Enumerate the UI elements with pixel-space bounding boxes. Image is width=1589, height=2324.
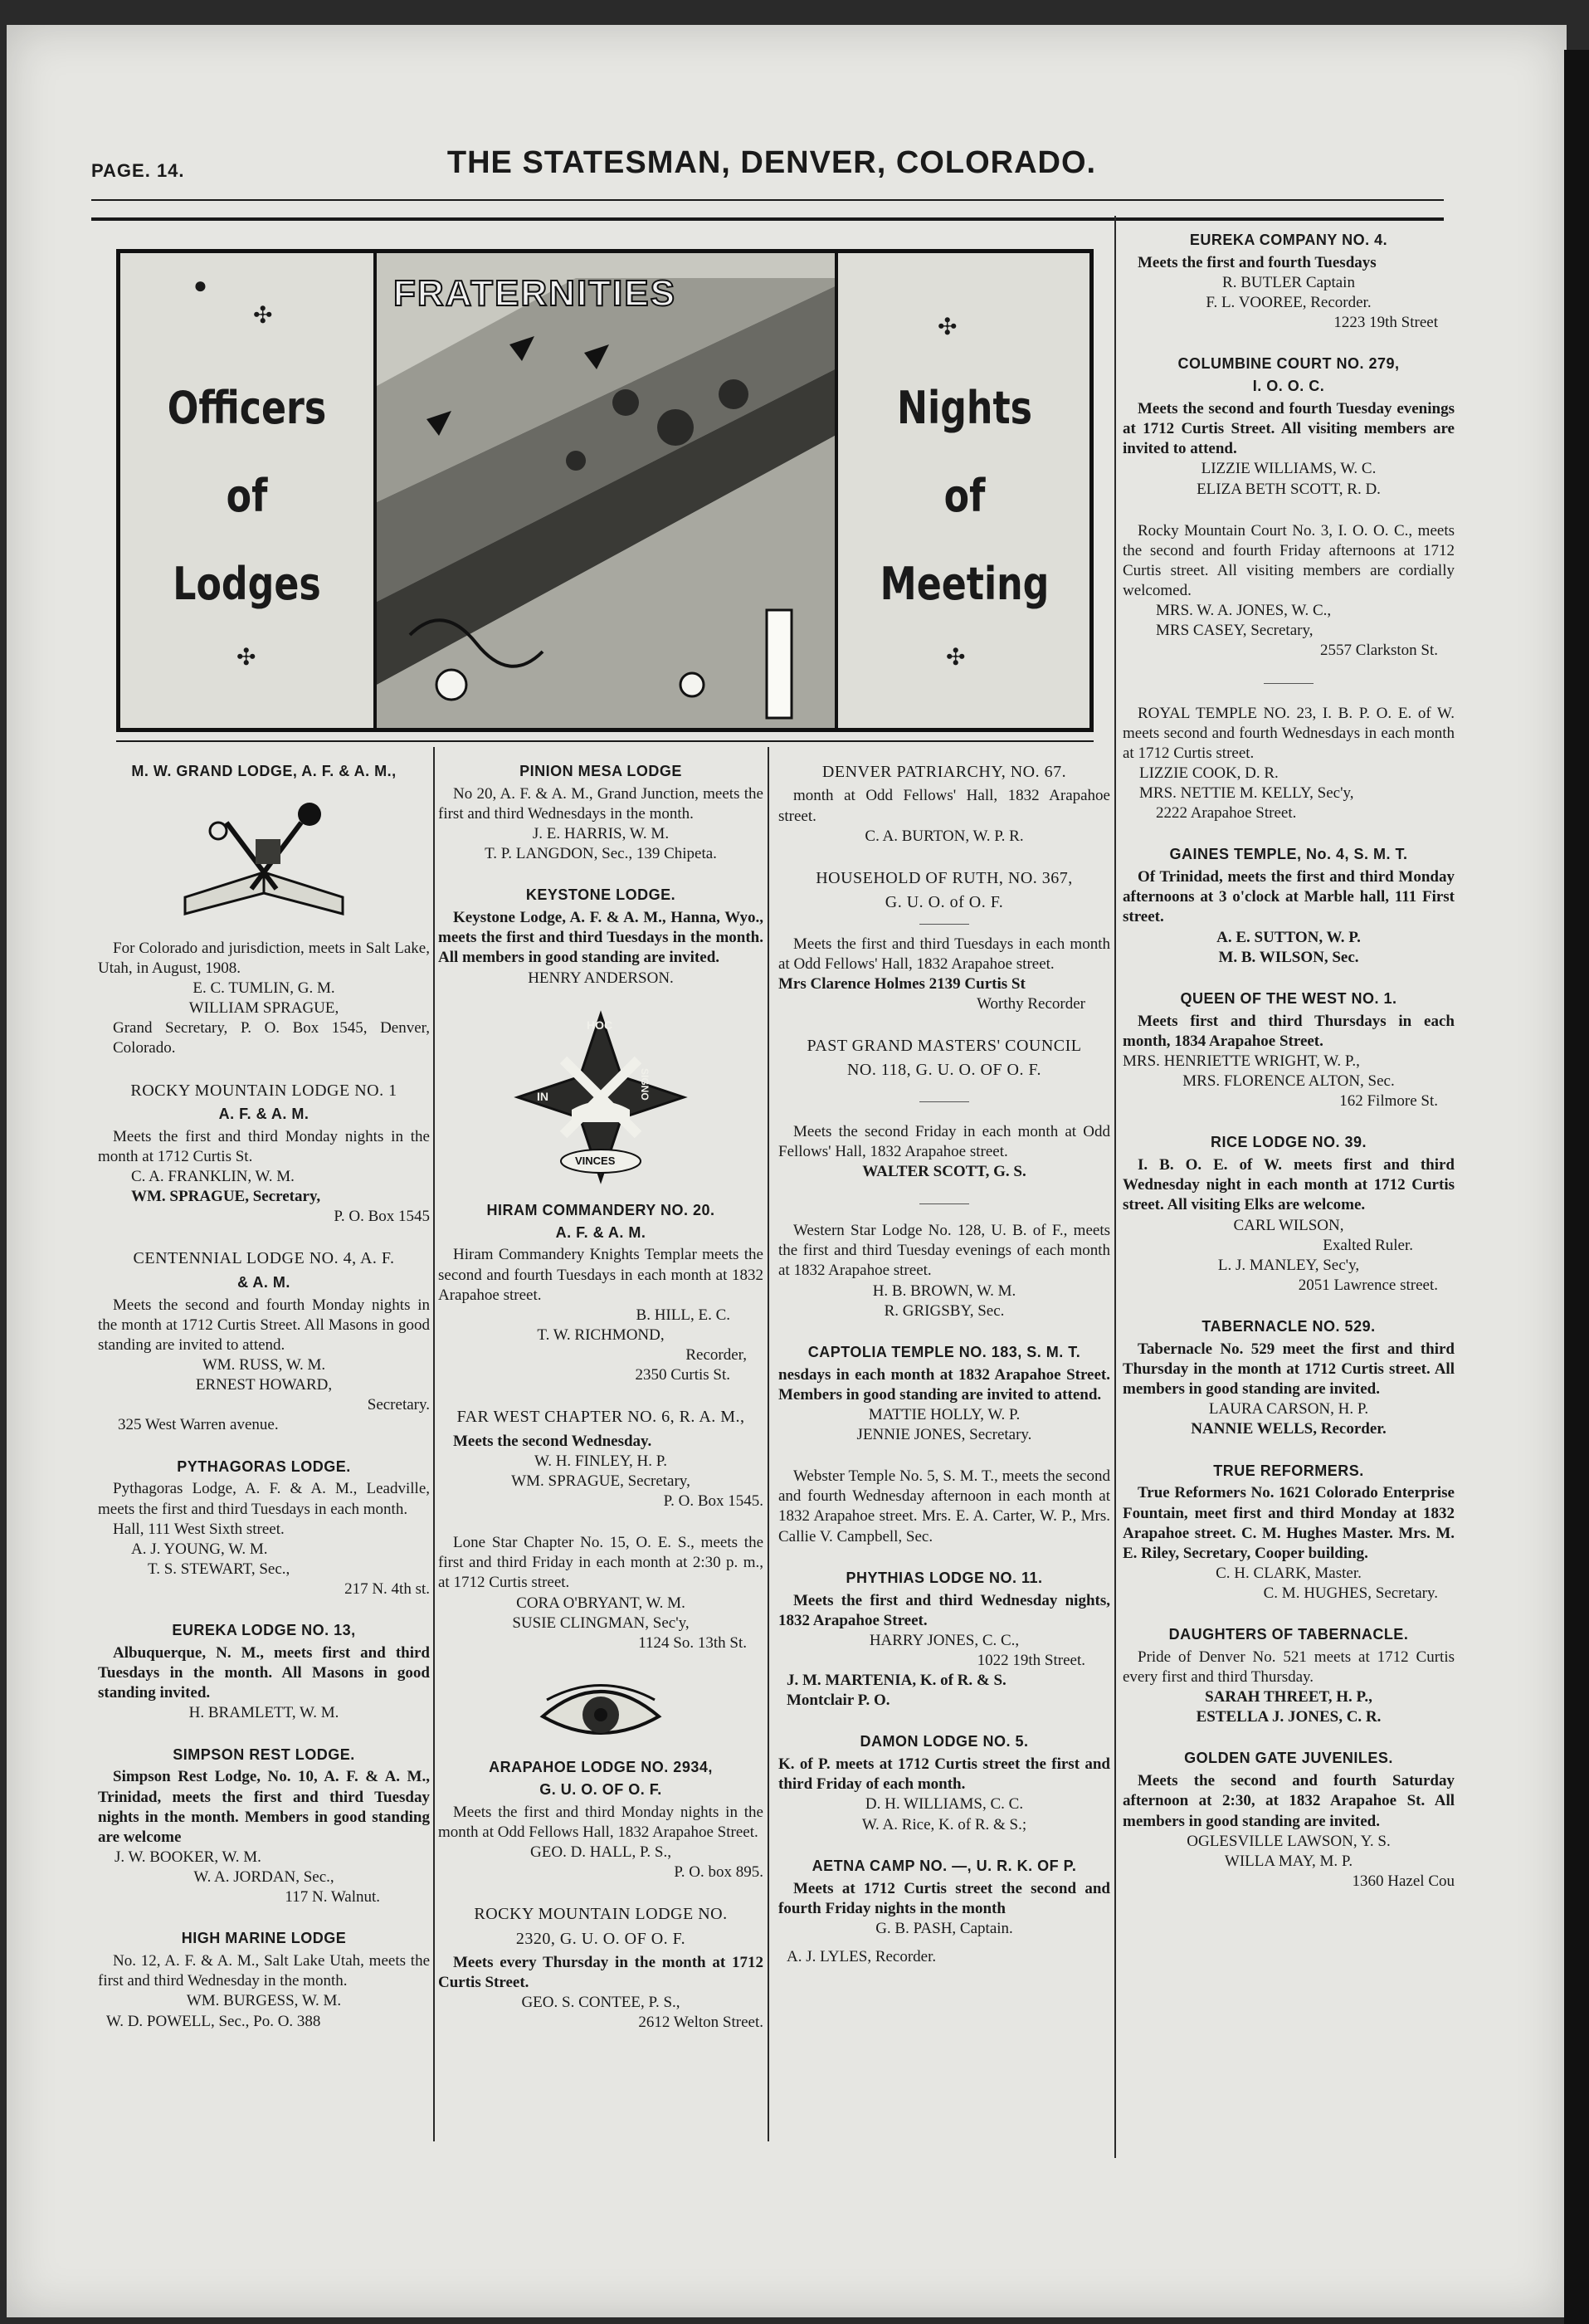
notice-title: ARAPAHOE LODGE NO. 2934,: [489, 1758, 713, 1775]
banner-word: Nights: [896, 382, 1032, 434]
officer-line: 2350 Curtis St.: [635, 1366, 730, 1384]
notice-queen-of-the-west: [1123, 989, 1455, 1111]
officer-line: WILLIAM SPRAGUE,: [188, 999, 339, 1018]
column-rule: [433, 747, 435, 2141]
notice-subtitle: I. O. O. C.: [1252, 378, 1325, 395]
notice-text: Meets the second and fourth Saturday afternoon at 2:30, at 1832 Arapahoe St. All members in good standing are invited.: [1123, 1772, 1455, 1830]
officer-line: L. J. MANLEY, Sec'y,: [1217, 1256, 1360, 1274]
notice-text: Hiram Commandery Knights Templar meets the second and fourth Tuesdays in each month at 1832 Arapahoe street.: [438, 1246, 763, 1304]
notice-rocky-mountain-court: [1123, 521, 1455, 662]
notice-rocky-mountain-lodge: [98, 1081, 430, 1228]
notice-rice-lodge: [1123, 1133, 1455, 1296]
officer-line: ELIZA BETH SCOTT, R. D.: [1197, 480, 1381, 498]
officer-line: Mrs Clarence Holmes 2139 Curtis St: [778, 974, 1026, 993]
notice-title: COLUMBINE COURT NO. 279,: [1177, 355, 1400, 373]
officer-line: WALTER SCOTT, G. S.: [862, 1163, 1026, 1181]
emblem-word: HOC: [587, 1018, 613, 1032]
officer-line: F. L. VOOREE, Recorder.: [1206, 294, 1372, 312]
notice-text: Albuquerque, N. M., meets first and third Tuesdays in the month. All Masons in good standing invited.: [98, 1644, 430, 1702]
officer-line: HARRY JONES, C. C.,: [869, 1631, 1020, 1649]
column-1: [98, 762, 430, 2053]
masthead: THE STATESMAN, DENVER, COLORADO.: [446, 145, 1097, 180]
officer-line: MRS. FLORENCE ALTON, Sec.: [1182, 1072, 1395, 1091]
officer-line: D. H. WILLIAMS, C. C.: [865, 1795, 1024, 1814]
notice-title: FAR WEST CHAPTER NO. 6, R. A. M.,: [456, 1408, 745, 1427]
illustration-art: [377, 253, 835, 728]
notice-title: PAST GRAND MASTERS' COUNCIL: [807, 1037, 1082, 1056]
notice-text: nesdays in each month at 1832 Arapahoe Street. Members in good standing are invited to attend.: [778, 1365, 1110, 1404]
ornament-icon: ✣: [236, 645, 256, 671]
officer-line: LIZZIE COOK, D. R.: [1139, 764, 1279, 782]
notice-subtitle: A. F. & A. M.: [218, 1106, 310, 1122]
notice-text: Meets the first and third Tuesdays in each month at Odd Fellows' Hall, 1832 Arapahoe street.: [778, 935, 1110, 973]
notice-title: DENVER PATRIARCHY, NO. 67.: [821, 763, 1067, 781]
notice-subtitle: & A. M.: [237, 1273, 290, 1291]
officer-line: 1124 So. 13th St.: [638, 1633, 747, 1652]
notice-title: DAUGHTERS OF TABERNACLE.: [1168, 1626, 1409, 1643]
page-header: [91, 145, 1452, 195]
officer-line: 325 West Warren avenue.: [118, 1416, 279, 1434]
officer-line: WM. RUSS, W. M.: [202, 1356, 326, 1374]
officer-line: C. A. FRANKLIN, W. M.: [131, 1168, 295, 1186]
officer-line: T. P. LANGDON, Sec., 139 Chipeta.: [485, 845, 717, 863]
officer-line: A. E. SUTTON, W. P.: [1216, 928, 1361, 946]
officer-line: SARAH THREET, H. P.,: [1205, 1688, 1372, 1706]
notice-subtitle: G. U. O. OF O. F.: [539, 1780, 662, 1798]
officer-line: C. A. BURTON, W. P. R.: [865, 827, 1024, 845]
column-rule: [768, 747, 769, 2141]
notice-eureka-company: [1123, 231, 1455, 333]
notice-text: Pythagoras Lodge, A. F. & A. M., Leadville, meets the first and third Tuesdays in each month.: [98, 1480, 430, 1518]
notice-text: Meets the second Wednesday.: [453, 1432, 652, 1450]
notice-simpson-rest-lodge: [98, 1745, 430, 1908]
notice-household-of-ruth: [778, 868, 1110, 1014]
notice-text: Meets the first and third Wednesday nights, 1832 Arapahoe Street.: [778, 1591, 1110, 1629]
notice-text: month at Odd Fellows' Hall, 1832 Arapahoe street.: [778, 787, 1110, 825]
notice-title: M. W. GRAND LODGE, A. F. & A. M.,: [131, 763, 397, 779]
notice-text: Meets the second and fourth Tuesday evenings at 1712 Curtis Street. All visiting members are invited to attend.: [1123, 400, 1455, 458]
officer-line: MATTIE HOLLY, W. P.: [868, 1405, 1021, 1423]
officer-line: R. GRIGSBY, Sec.: [884, 1301, 1005, 1320]
banner-word: of: [943, 470, 986, 522]
column-2: [438, 762, 763, 2054]
notice-eureka-lodge: [98, 1621, 430, 1723]
notice-title: PYTHAGORAS LODGE.: [177, 1457, 351, 1475]
notice-text: Keystone Lodge, A. F. & A. M., Hanna, Wyo., meets the first and third Tuesdays in the month. All members in good standing are invited.: [438, 909, 763, 967]
notice-text: Meets at 1712 Curtis street the second and fourth Friday nights in the month: [778, 1879, 1110, 1917]
notice-title: HIRAM COMMANDERY NO. 20.: [486, 1201, 715, 1218]
officer-line: GEO. D. HALL, P. S.,: [530, 1843, 671, 1861]
officer-line: ESTELLA J. JONES, C. R.: [1196, 1708, 1382, 1726]
notice-title: HIGH MARINE LODGE: [181, 1930, 347, 1947]
scan-edge: [1564, 50, 1589, 2324]
notice-golden-gate-juveniles: [1123, 1749, 1455, 1892]
notice-text: I. B. O. E. of W. meets first and third Wednesday night in each month at 1712 Curtis street. All visiting Elks are welcome.: [1123, 1156, 1455, 1214]
notice-title: DAMON LODGE NO. 5.: [860, 1733, 1029, 1750]
officer-line: 117 N. Walnut.: [285, 1888, 380, 1907]
banner-word: Lodges: [173, 558, 321, 610]
officer-line: SUSIE CLINGMAN, Sec'y,: [512, 1614, 690, 1632]
officer-line: Exalted Ruler.: [1323, 1236, 1413, 1254]
notice-phythias-lodge: [778, 1569, 1110, 1711]
officer-line: P. O. Box 1545.: [663, 1492, 763, 1511]
notice-title: GOLDEN GATE JUVENILES.: [1184, 1750, 1393, 1767]
officer-line: 1022 19th Street.: [977, 1651, 1085, 1669]
officer-line: MRS. NETTIE M. KELLY, Sec'y,: [1139, 784, 1354, 803]
bible-square-compass-icon: [168, 789, 359, 930]
officer-line: T. S. STEWART, Sec.,: [148, 1560, 290, 1578]
column-rule: [1114, 216, 1116, 2158]
emblem-word: VINCES: [575, 1154, 616, 1167]
notice-gaines-temple: [1123, 845, 1455, 967]
fraternities-illustration: [373, 253, 838, 728]
notice-title: ROCKY MOUNTAIN LODGE NO. 1: [130, 1081, 397, 1100]
notice-hiram-commandery: [438, 1201, 763, 1386]
officer-line: MRS CASEY, Secretary,: [1156, 622, 1314, 640]
notice-text: Meets the first and third Monday nights in the month at Odd Fellows Hall, 1832 Arapahoe Street.: [438, 1803, 763, 1841]
officer-line: P. O. box 895.: [674, 1863, 763, 1882]
officer-line: WM. BURGESS, W. M.: [186, 1992, 342, 2010]
notice-aetna-camp: [778, 1857, 1110, 1967]
notice-text: True Reformers No. 1621 Colorado Enterprise Fountain, meet first and third Monday at 1832 Arapahoe street. C. M. Hughes Master. Mrs. M. E. Riley, Secretary, Cooper building.: [1123, 1484, 1455, 1562]
ornament-icon: ✣: [938, 315, 958, 340]
officer-line: Worthy Recorder: [977, 994, 1085, 1013]
officer-line: WILLA MAY, M. P.: [1224, 1852, 1353, 1870]
notice-title: KEYSTONE LODGE.: [525, 886, 676, 904]
officer-line: MRS. HENRIETTE WRIGHT, W. P.,: [1123, 1052, 1360, 1070]
notice-subtitle: 2320, G. U. O. OF O. F.: [515, 1929, 686, 1948]
officer-line: LIZZIE WILLIAMS, W. C.: [1201, 460, 1377, 478]
notice-text: Meets the second and fourth Monday nights in the month at 1712 Curtis Street. All Masons in good standing are invited to attend.: [98, 1296, 430, 1354]
notice-text: No 20, A. F. & A. M., Grand Junction, meets the first and third Wednesdays in the month.: [438, 784, 763, 823]
notice-text: Hall, 111 West Sixth street.: [113, 1520, 285, 1538]
banner-word: of: [226, 470, 268, 522]
officer-line: T. W. RICHMOND,: [537, 1326, 665, 1344]
notice-text: Tabernacle No. 529 meet the first and third Thursday in the month at 1712 Curtis street. All members in good standing are invited.: [1123, 1340, 1455, 1399]
eye-icon: [539, 1675, 663, 1750]
banner-right-panel: [838, 253, 1091, 728]
officer-line: CORA O'BRYANT, W. M.: [516, 1594, 685, 1612]
notice-damon-lodge: [778, 1732, 1110, 1834]
notice-text: Meets the first and fourth Tuesdays: [1138, 253, 1377, 271]
notice-text: Pride of Denver No. 521 meets at 1712 Curtis every first and third Thursday.: [1123, 1648, 1455, 1687]
notice-past-grand-masters: [778, 1036, 1110, 1182]
officer-line: WM. SPRAGUE, Secretary,: [131, 1188, 321, 1206]
notice-title: SIMPSON REST LODGE.: [173, 1745, 355, 1763]
notice-columbine-court: [1123, 354, 1455, 499]
officer-line: JENNIE JONES, Secretary.: [856, 1426, 1032, 1444]
officer-line: GEO. S. CONTEE, P. S.,: [521, 1994, 680, 2012]
notice-title: CENTENNIAL LODGE NO. 4, A. F.: [133, 1249, 395, 1268]
officer-line: 2222 Arapahoe Street.: [1156, 804, 1297, 823]
notice-text: Meets the first and third Monday nights in the month at 1712 Curtis St.: [98, 1127, 430, 1165]
officer-line: C. H. CLARK, Master.: [1216, 1564, 1362, 1582]
notice-centennial-lodge: [98, 1248, 430, 1435]
notice-text: Webster Temple No. 5, S. M. T., meets the second and fourth Wednesday afternoon in each month at 1832 Arapahoe street. Mrs. E. A. Carter, W. P., Mrs. Callie V. Campbell, Sec.: [778, 1467, 1110, 1545]
notice-text: Of Trinidad, meets the first and third Monday afternoons at 3 o'clock at Marble hall, 111 First street.: [1123, 868, 1455, 926]
ornament-icon: ✣: [253, 303, 273, 329]
notice-grand-lodge: [98, 762, 430, 1059]
officer-line: 2612 Welton Street.: [638, 2014, 763, 2032]
banner-word: Meeting: [880, 558, 1050, 610]
notice-title: TABERNACLE NO. 529.: [1201, 1318, 1376, 1335]
notice-far-west-chapter: [438, 1407, 763, 1511]
notice-webster-temple: [778, 1467, 1110, 1547]
officer-line: 1223 19th Street: [1333, 314, 1438, 332]
notice-true-reformers: [1123, 1462, 1455, 1604]
notice-title: TRUE REFORMERS.: [1213, 1462, 1364, 1479]
officer-line: LAURA CARSON, H. P.: [1208, 1400, 1369, 1418]
notice-title: QUEEN OF THE WEST NO. 1.: [1180, 989, 1397, 1007]
notice-title: ROCKY MOUNTAIN LODGE NO.: [474, 1905, 728, 1924]
notice-text: Rocky Mountain Court No. 3, I. O. O. C., meets the second and fourth Friday afternoons at 1712 Curtis street. All visiting members are cordially welcomed.: [1123, 521, 1455, 600]
notice-title: HOUSEHOLD OF RUTH, NO. 367,: [816, 868, 1073, 887]
officer-line: J. M. MARTENIA, K. of R. & S.: [787, 1672, 1007, 1690]
officer-line: 217 N. 4th st.: [344, 1580, 430, 1599]
officer-line: B. HILL, E. C.: [636, 1306, 730, 1324]
notice-subtitle: A. F. & A. M.: [555, 1223, 646, 1241]
notice-title: EUREKA LODGE NO. 13,: [172, 1622, 356, 1639]
officer-line: W. H. FINLEY, H. P.: [534, 1452, 667, 1470]
notice-text: For Colorado and jurisdiction, meets in Salt Lake, Utah, in August, 1908.: [98, 939, 430, 977]
officer-line: W. D. POWELL, Sec., Po. O. 388: [106, 2012, 321, 2030]
officer-line: H. BRAMLETT, W. M.: [188, 1704, 339, 1722]
notice-subtitle: NO. 118, G. U. O. OF O. F.: [846, 1061, 1041, 1080]
notice-captolia-temple: [778, 1343, 1110, 1445]
officer-line: 2557 Clarkston St.: [1320, 642, 1438, 660]
officer-line: OGLESVILLE LAWSON, Y. S.: [1187, 1832, 1391, 1850]
notice-title: EUREKA COMPANY NO. 4.: [1189, 232, 1388, 248]
fraternities-title: FRATERNITIES: [393, 273, 676, 314]
notice-denver-patriarchy: [778, 762, 1110, 847]
notice-text: Meets every Thursday in the month at 1712 Curtis Street.: [438, 1953, 763, 1992]
notice-text: Western Star Lodge No. 128, U. B. of F., meets the first and third Tuesday evenings of each month at 1832 Arapahoe street.: [778, 1222, 1110, 1280]
officer-line: Recorder,: [685, 1346, 747, 1365]
page-number: PAGE. 14.: [91, 160, 185, 181]
officer-line: P. O. Box 1545: [334, 1208, 430, 1226]
fraternities-banner: [116, 249, 1094, 732]
notice-pythagoras-lodge: [98, 1457, 430, 1600]
officer-line: 2051 Lawrence street.: [1298, 1276, 1438, 1294]
officer-line: A. J. LYLES, Recorder.: [787, 1947, 937, 1965]
notice-text: Meets the second Friday in each month at Odd Fellows' Hall, 1832 Arapahoe street.: [778, 1122, 1110, 1160]
notice-arapahoe-lodge: [438, 1758, 763, 1882]
officer-line: J. E. HARRIS, W. M.: [532, 825, 670, 843]
officer-line: M. B. WILSON, Sec.: [1218, 948, 1359, 966]
officer-line: Montclair P. O.: [787, 1692, 890, 1710]
notice-text: Meets first and third Thursdays in each month, 1834 Arapahoe Street.: [1123, 1012, 1455, 1050]
emblem-word: IN: [537, 1089, 548, 1103]
notice-royal-temple: [1123, 704, 1455, 824]
notice-text: No. 12, A. F. & A. M., Salt Lake Utah, meets the first and third Wednesday in the month.: [98, 1952, 430, 1990]
notice-title: GAINES TEMPLE, No. 4, S. M. T.: [1169, 846, 1408, 863]
notice-text: ROYAL TEMPLE NO. 23, I. B. P. O. E. of W. meets second and fourth Wednesdays in each month at 1712 Curtis street.: [1123, 704, 1455, 762]
emblem-word: SIGNO: [639, 1067, 651, 1101]
officer-line: H. B. BROWN, W. M.: [872, 1282, 1016, 1300]
notice-lone-star-chapter: [438, 1533, 763, 1653]
column-3: [778, 762, 1110, 1989]
officer-line: 162 Filmore St.: [1339, 1092, 1438, 1111]
notice-title: CAPTOLIA TEMPLE NO. 183, S. M. T.: [807, 1343, 1081, 1360]
officer-line: 1360 Hazel Cou: [1352, 1872, 1455, 1890]
notice-title: PINION MESA LODGE: [519, 763, 682, 779]
banner-left-panel: [120, 253, 373, 728]
officer-line: NANNIE WELLS, Recorder.: [1191, 1420, 1387, 1438]
officer-line: C. M. HUGHES, Secretary.: [1263, 1584, 1438, 1602]
column-4: [1123, 231, 1455, 1913]
notice-western-star-lodge: [778, 1221, 1110, 1321]
officer-line: MRS. W. A. JONES, W. C.,: [1156, 602, 1332, 620]
header-rule-bottom: [91, 217, 1444, 221]
notice-text: Lone Star Chapter No. 15, O. E. S., meets the first and third Friday in each month at 2:30 p. m., at 1712 Curtis street.: [438, 1534, 763, 1592]
notice-text: K. of P. meets at 1712 Curtis street the first and third Friday of each month.: [778, 1755, 1110, 1794]
officer-line: W. A. Rice, K. of R. & S.;: [861, 1815, 1027, 1833]
officer-line: Secretary.: [367, 1396, 430, 1414]
officer-line: G. B. PASH, Captain.: [875, 1919, 1013, 1937]
officer-line: J. W. BOOKER, W. M.: [115, 1848, 261, 1866]
officer-line: CARL WILSON,: [1233, 1216, 1344, 1234]
officer-line: R. BUTLER Captain: [1222, 273, 1355, 291]
officer-line: A. J. YOUNG, W. M.: [131, 1540, 268, 1558]
notice-rocky-mountain-guo: [438, 1904, 763, 2033]
notice-high-marine-lodge: [98, 1929, 430, 2031]
officer-line: E. C. TUMLIN, G. M.: [193, 979, 335, 998]
notice-title: PHYTHIAS LODGE NO. 11.: [846, 1569, 1043, 1586]
banner-word: Officers: [167, 382, 327, 434]
ornament-icon: ✣: [946, 645, 966, 671]
officer-line: HENRY ANDERSON.: [528, 969, 674, 987]
notice-pinion-mesa-lodge: [438, 762, 763, 864]
notice-daughters-of-tabernacle: [1123, 1625, 1455, 1727]
ornament-icon: ●: [193, 273, 207, 299]
notice-subtitle: G. U. O. of O. F.: [885, 893, 1004, 912]
banner-rule: [116, 740, 1094, 742]
templar-cross-icon: [514, 1010, 688, 1184]
officer-line: W. A. JORDAN, Sec.,: [193, 1868, 334, 1887]
officer-line: WM. SPRAGUE, Secretary,: [511, 1472, 690, 1490]
notice-title: RICE LODGE NO. 39.: [1210, 1134, 1367, 1151]
notice-keystone-lodge: [438, 886, 763, 988]
notice-tabernacle: [1123, 1317, 1455, 1439]
officer-line: ERNEST HOWARD,: [195, 1376, 333, 1394]
officer-line: Grand Secretary, P. O. Box 1545, Denver, Colorado.: [113, 1019, 430, 1057]
notice-title: AETNA CAMP NO. —, U. R. K. OF P.: [812, 1857, 1077, 1874]
header-rule-top: [91, 199, 1444, 201]
notice-text: Simpson Rest Lodge, No. 10, A. F. & A. M., Trinidad, meets the first and third Tuesday nights in the month. Members in good standing are welcome: [98, 1768, 430, 1846]
